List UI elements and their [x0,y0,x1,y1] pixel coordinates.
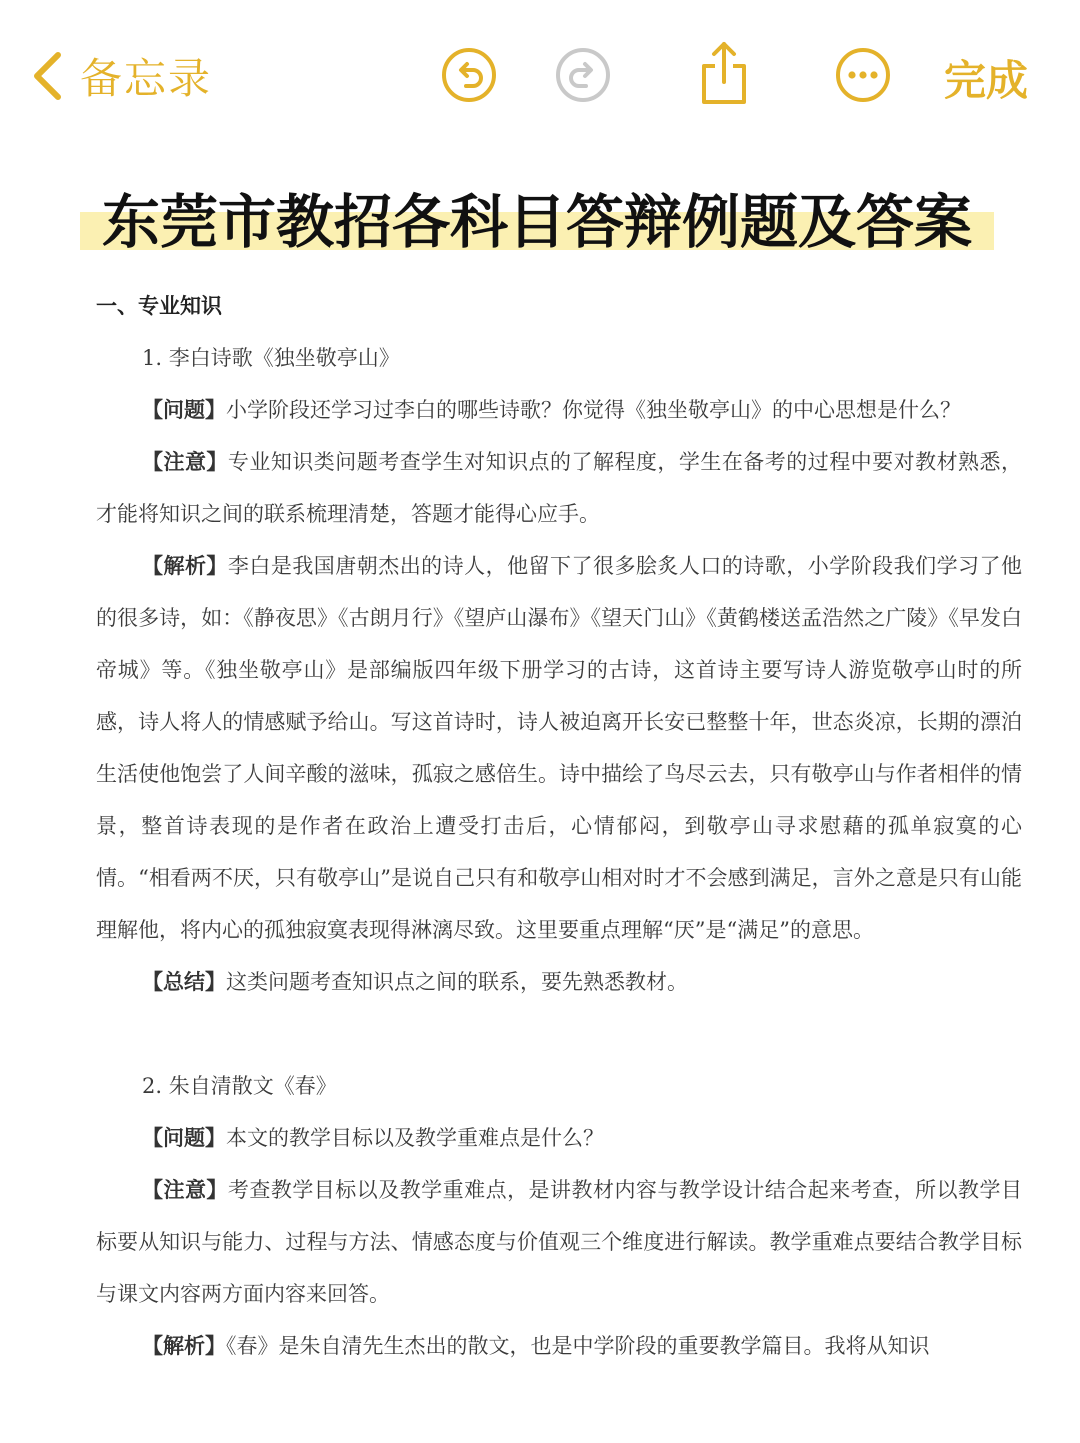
done-button[interactable]: 完成 [944,56,1029,105]
item-heading: 1. 李白诗歌《独坐敬亭山》 [142,346,400,370]
undo-button[interactable] [440,46,498,104]
summary-text: 这类问题考查知识点之间的联系，要先熟悉教材。 [226,970,688,994]
chevron-left-icon [30,50,64,102]
back-button[interactable] [30,44,212,108]
summary-paragraph [96,956,1022,1008]
more-button[interactable] [834,46,892,104]
analysis-tag: 【解析】 [142,553,228,578]
question-text: 小学阶段还学习过李白的哪些诗歌？你觉得《独坐敬亭山》的中心思想是什么？ [226,398,961,422]
toolbar [0,0,1080,150]
question-tag: 【问题】 [142,397,226,422]
page-title: 东莞市教招各科目答辩例题及答案 [101,188,972,256]
analysis-tag: 【解析】 [142,1333,226,1358]
question-text: 本文的教学目标以及教学重难点是什么？ [226,1126,604,1150]
analysis-text: 《春》是朱自清先生杰出的散文，也是中学阶段的重要教学篇目。我将从知识 [226,1334,930,1358]
back-label: 备忘录 [80,54,213,103]
redo-icon [554,46,612,104]
undo-icon [440,46,498,104]
analysis-paragraph [96,540,1022,956]
question-paragraph [96,384,1022,436]
redo-button[interactable] [554,46,612,104]
share-button[interactable] [698,40,750,106]
analysis-text: 李白是我国唐朝杰出的诗人，他留下了很多脍炙人口的诗歌，小学阶段我们学习了他的很多诗，如：《静夜思》《古朗月行》《望庐山瀑布》《望天门山》《黄鹤楼送孟浩然之广陵》《早发白帝城》等。《独坐敬亭山》是部编版四年级下册学习的古诗，这首诗主要写诗人游览敬亭山时的所感，诗人将人的情感赋予给山。写这首诗时，诗人被迫离开长安已整整十年，世态炎凉，长期的漂泊生活使他饱尝了人间辛酸的滋味，孤寂之感倍生。诗中描绘了鸟尽云去，只有敬亭山与作者相伴的情景，整首诗表现的是作者在政治上遭受打击后，心情郁闷，到敬亭山寻求慰藉的孤单寂寞的心情。“相看两不厌，只有敬亭山”是说自己只有和敬亭山相对时才不会感到满足，言外之意是只有山能理解他，将内心的孤独寂寞表现得淋漓尽致。这里要重点理解“厌”是“满足”的意思。 [96,554,1023,942]
note-text: 考查教学目标以及教学重难点，是讲教材内容与教学设计结合起来考查，所以教学目标要从知识与能力、过程与方法、情感态度与价值观三个维度进行解读。教学重难点要结合教学目标与课文内容两方面内容来回答。 [96,1178,1023,1306]
note-tag: 【注意】 [142,449,228,474]
section-heading: 一、专业知识 [96,294,222,318]
note-paragraph [96,436,1022,540]
question-tag: 【问题】 [142,1125,226,1150]
note-text: 专业知识类问题考查学生对知识点的了解程度，学生在备考的过程中要对教材熟悉，才能将知识之间的联系梳理清楚，答题才能得心应手。 [96,450,1023,526]
note-tag: 【注意】 [142,1177,228,1202]
note-body[interactable] [96,280,1022,1372]
question-paragraph [96,1112,1022,1164]
share-icon [698,40,750,106]
note-title [80,184,994,260]
more-icon [834,46,892,104]
analysis-paragraph [96,1320,1022,1372]
blank-line [96,1008,1022,1060]
note-paragraph [96,1164,1022,1320]
item-heading: 2. 朱自清散文《春》 [142,1074,337,1098]
summary-tag: 【总结】 [142,969,226,994]
